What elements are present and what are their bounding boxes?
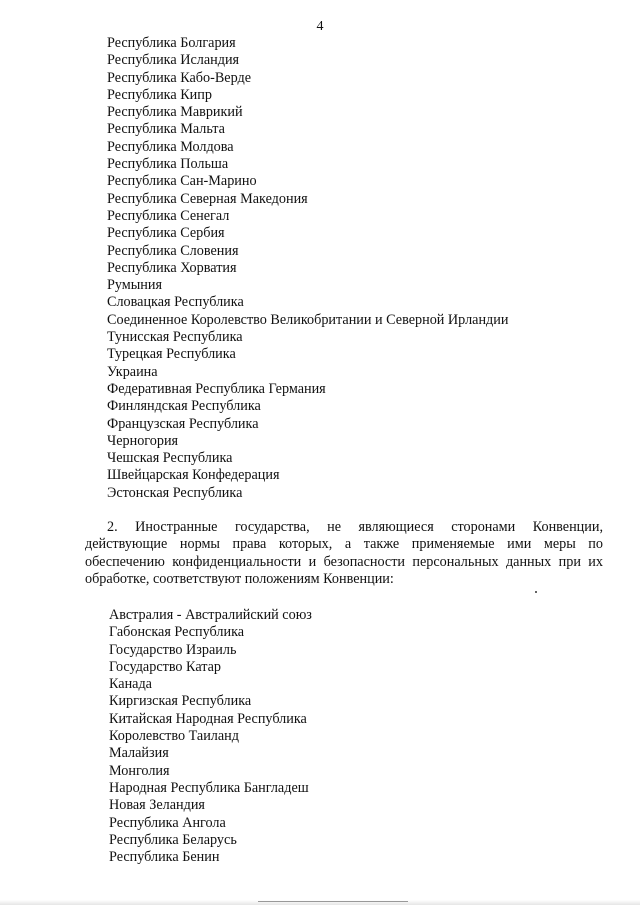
list-item: Чешская Республика	[107, 450, 233, 467]
list-item: Республика Мальта	[107, 121, 225, 138]
list-item: Республика Польша	[107, 156, 229, 173]
list-item: Украина	[107, 363, 158, 380]
country-list-parties	[107, 35, 508, 502]
list-item: Монголия	[109, 762, 170, 779]
list-item: Республика Сенегал	[107, 207, 230, 224]
list-item: Эстонская Республика	[107, 484, 243, 501]
list-item: Республика Бенин	[109, 849, 220, 866]
paragraph-2-text: 2. Иностранные государства, не являющиеся сторонами Конвенции, действующие нормы права которых, а также применяемые ими меры по обеспечению конфиденциальности и безопасности персональных данных при их обработке, соответствуют положениям Конвенции:	[85, 519, 603, 587]
list-item: Финляндская Республика	[107, 398, 261, 415]
list-item: Китайская Народная Республика	[109, 710, 307, 727]
list-item: Румыния	[107, 277, 163, 294]
list-item: Государство Израиль	[109, 641, 237, 658]
list-item: Соединенное Королевство Великобритании и Северной Ирландии	[107, 311, 509, 328]
list-item: Республика Сербия	[107, 225, 225, 242]
scan-speck	[535, 591, 537, 593]
list-item: Республика Болгария	[107, 35, 236, 51]
list-item: Новая Зеландия	[109, 797, 205, 814]
scan-mark	[258, 901, 408, 902]
list-item: Швейцарская Конфедерация	[107, 467, 280, 484]
list-item: Малайзия	[109, 745, 169, 762]
list-item: Республика Северная Македония	[107, 190, 308, 207]
list-item: Черногория	[107, 432, 179, 449]
paragraph-2	[85, 519, 603, 588]
list-item: Республика Хорватия	[107, 259, 237, 276]
list-item: Турецкая Республика	[107, 346, 236, 363]
list-item: Республика Маврикий	[107, 104, 243, 121]
list-item: Народная Республика Бангладеш	[109, 779, 309, 796]
country-list-non-parties	[109, 607, 312, 866]
page-number: 4	[316, 19, 324, 34]
list-item: Габонская Республика	[109, 624, 245, 641]
list-item: Канада	[109, 676, 152, 693]
list-item: Республика Словения	[107, 242, 239, 259]
list-item: Федеративная Республика Германия	[107, 380, 326, 397]
list-item: Республика Кипр	[107, 86, 212, 103]
list-item: Республика Исландия	[107, 52, 240, 69]
list-item: Королевство Таиланд	[109, 728, 239, 745]
list-item: Французская Республика	[107, 415, 259, 432]
list-item: Республика Беларусь	[109, 831, 237, 848]
list-item: Тунисская Республика	[107, 329, 243, 346]
list-item: Республика Сан-Марино	[107, 173, 257, 190]
list-item: Австралия - Австралийский союз	[109, 607, 312, 623]
list-item: Республика Молдова	[107, 138, 234, 155]
list-item: Республика Кабо-Верде	[107, 69, 252, 86]
list-item: Киргизская Республика	[109, 693, 252, 710]
list-item: Словацкая Республика	[107, 294, 244, 311]
list-item: Государство Катар	[109, 658, 222, 675]
list-item: Республика Ангола	[109, 814, 226, 831]
